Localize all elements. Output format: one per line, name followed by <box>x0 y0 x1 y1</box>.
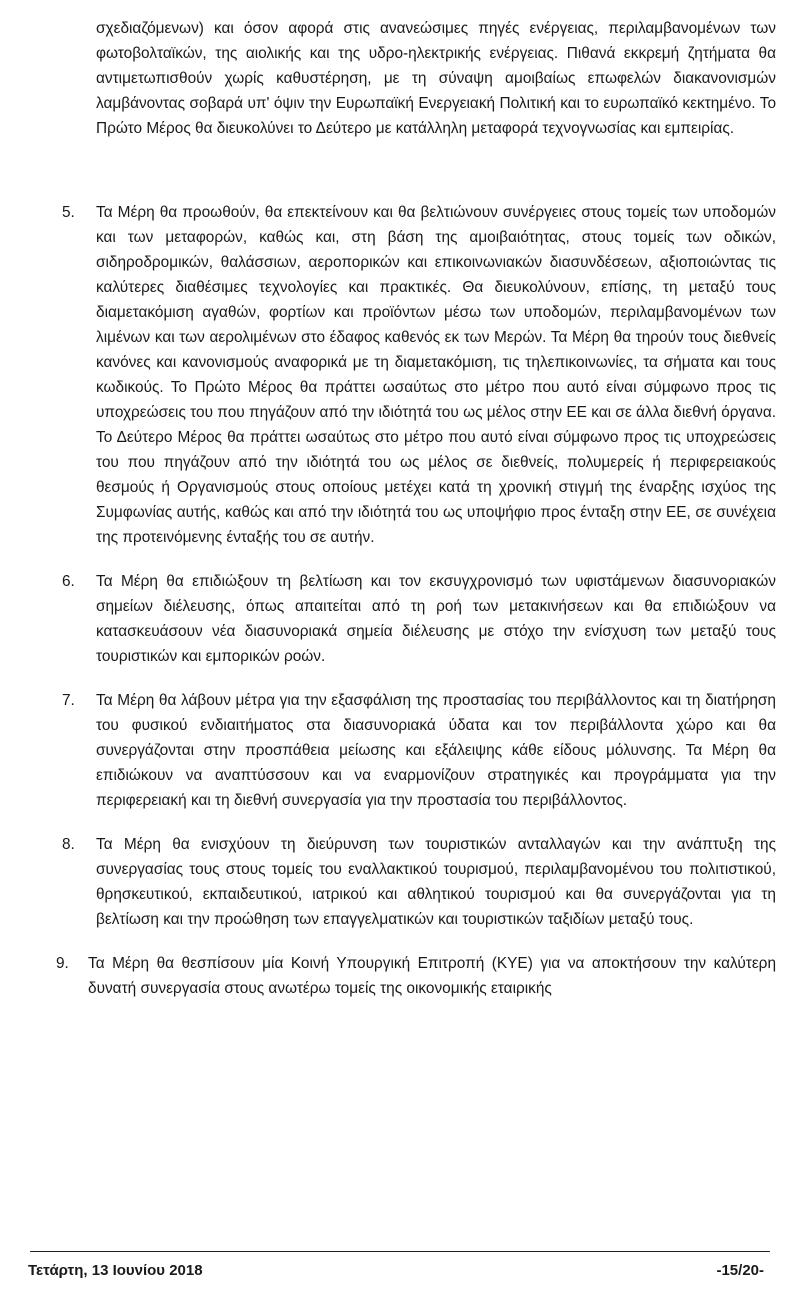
item-number: 6. <box>62 573 75 590</box>
footer-divider <box>30 1251 770 1252</box>
item-text: Τα Μέρη θα επιδιώξουν τη βελτίωση και τον εκσυγχρονισμό των υφιστάμενων διασυνοριακών σημείων διέλευσης, όπως απαιτείται από τη ροή των μετακινήσεων και θα επιδιώξουν να κατασκευάσουν νέα διασυνοριακά σημεία διέλευσης με στόχο την ενίσχυση των μεταξύ τους τουριστικών και εμπορικών ροών. <box>96 573 776 665</box>
item-text: Τα Μέρη θα λάβουν μέτρα για την εξασφάλιση της προστασίας του περιβάλλοντος και τη διατήρηση του φυσικού ενδιαιτήματος στα διασυνοριακά ύδατα και τον περιβάλλοντα χώρο και θα συνεργάζονται στην προσπάθεια μείωσης και εξάλειψης κάθε είδους μόλυνσης. Τα Μέρη θα επιδιώκουν να αναπτύσσουν και να εναρμονίζουν στρατηγικές και προγράμματα για την περιφερειακή και τη διεθνή συνεργασία για την προστασία του περιβάλλοντος. <box>96 692 776 809</box>
intro-paragraph: σχεδιαζόμενων) και όσον αφορά στις ανανεώσιμες πηγές ενέργειας, περιλαμβανομένων των φωτοβολταϊκών, της αιολικής και της υδρο-ηλεκτρικής ενέργειας. Πιθανά εκκρεμή ζητήματα θα αντιμετωπισθούν χωρίς καθυστέρηση, με τη σύναψη αμοιβαίως επωφελών διακανονισμών λαμβάνοντας σοβαρά υπ' όψιν την Ευρωπαϊκή Ενεργειακή Πολιτική και το ευρωπαϊκό κεκτημένο. Το Πρώτο Μέρος θα διευκολύνει το Δεύτερο με κατάλληλη μεταφορά τεχνογνωσίας και εμπειρίας. <box>96 20 776 137</box>
list-item <box>0 688 800 813</box>
list-item <box>0 200 800 550</box>
item-text: Τα Μέρη θα προωθούν, θα επεκτείνουν και θα βελτιώνουν συνέργειες στους τομείς των υποδομών και των μεταφορών, καθώς και, στη βάση της αμοιβαιότητας, στους τομείς των οδικών, σιδηροδρομικών, θαλάσσιων, αεροπορικών και επικοινωνιακών διασυνδέσεων, αξιοποιώντας τις καλύτερες διαθέσιμες τεχνολογίες και πρακτικές. Θα διευκολύνουν, επίσης, τη μεταξύ τους διαμετακόμιση αγαθών, φορτίων και προϊόντων μέσω των υποδομών, περιλαμβανομένων των λιμένων και των αερολιμένων στο έδαφος καθενός εκ των Μερών. Τα Μέρη θα τηρούν τους διεθνείς κανόνες και κανονισμούς αναφορικά με τη διαμετακόμιση, τις τηλεπικοινωνίες, τα σήματα και τους κωδικούς. Το Πρώτο Μέρος θα πράττει ωσαύτως στο μέτρο που αυτό είναι σύμφωνο προς τις υποχρεώσεις του που πηγάζουν από την ιδιότητά του ως μέλος στην ΕΕ και σε άλλα διεθνή όργανα. Το Δεύτερο Μέρος θα πράττει ωσαύτως στο μέτρο που αυτό είναι σύμφωνο προς τις υποχρεώσεις του που πηγάζουν από την ιδιότητά του ως μέλος σε διεθνείς, πολυμερείς ή περιφερειακούς θεσμούς ή Οργανισμούς στους οποίους μετέχει κατά τη χρονική στιγμή της έναρξης ισχύος της Συμφωνίας αυτής, καθώς και από την ιδιότητά του ως υποψήφιο προς ένταξη στην ΕΕ, σε συνέχεια της προτεινόμενης ένταξής του σε αυτήν. <box>96 204 776 546</box>
item-number: 7. <box>62 692 75 709</box>
item-number: 8. <box>62 836 75 853</box>
list-item <box>0 951 800 1001</box>
item-number: 5. <box>62 204 75 221</box>
list-item <box>0 832 800 932</box>
item-text: Τα Μέρη θα ενισχύουν τη διεύρυνση των τουριστικών ανταλλαγών και την ανάπτυξη της συνεργασίας τους στους τομείς του εναλλακτικού τουρισμού, περιλαμβανομένου του πολιτιστικού, θρησκευτικού, εκπαιδευτικού, ιατρικού και αθλητικού τουρισμού και θα συνεργάζονται για τη βελτίωση και την προώθηση των επαγγελματικών και τουριστικών ταξιδίων μεταξύ τους. <box>96 836 776 928</box>
item-text: Τα Μέρη θα θεσπίσουν μία Κοινή Υπουργική Επιτροπή (ΚΥΕ) για να αποκτήσουν την καλύτερη δυνατή συνεργασία στους ανωτέρω τομείς της οικονομικής εταιρικής <box>88 955 776 997</box>
footer-date: Τετάρτη, 13 Ιουνίου 2018 <box>28 1262 203 1279</box>
list-item <box>0 569 800 669</box>
page-number: -15/20- <box>716 1262 764 1279</box>
item-number: 9. <box>56 955 69 972</box>
article-list <box>0 200 800 1020</box>
